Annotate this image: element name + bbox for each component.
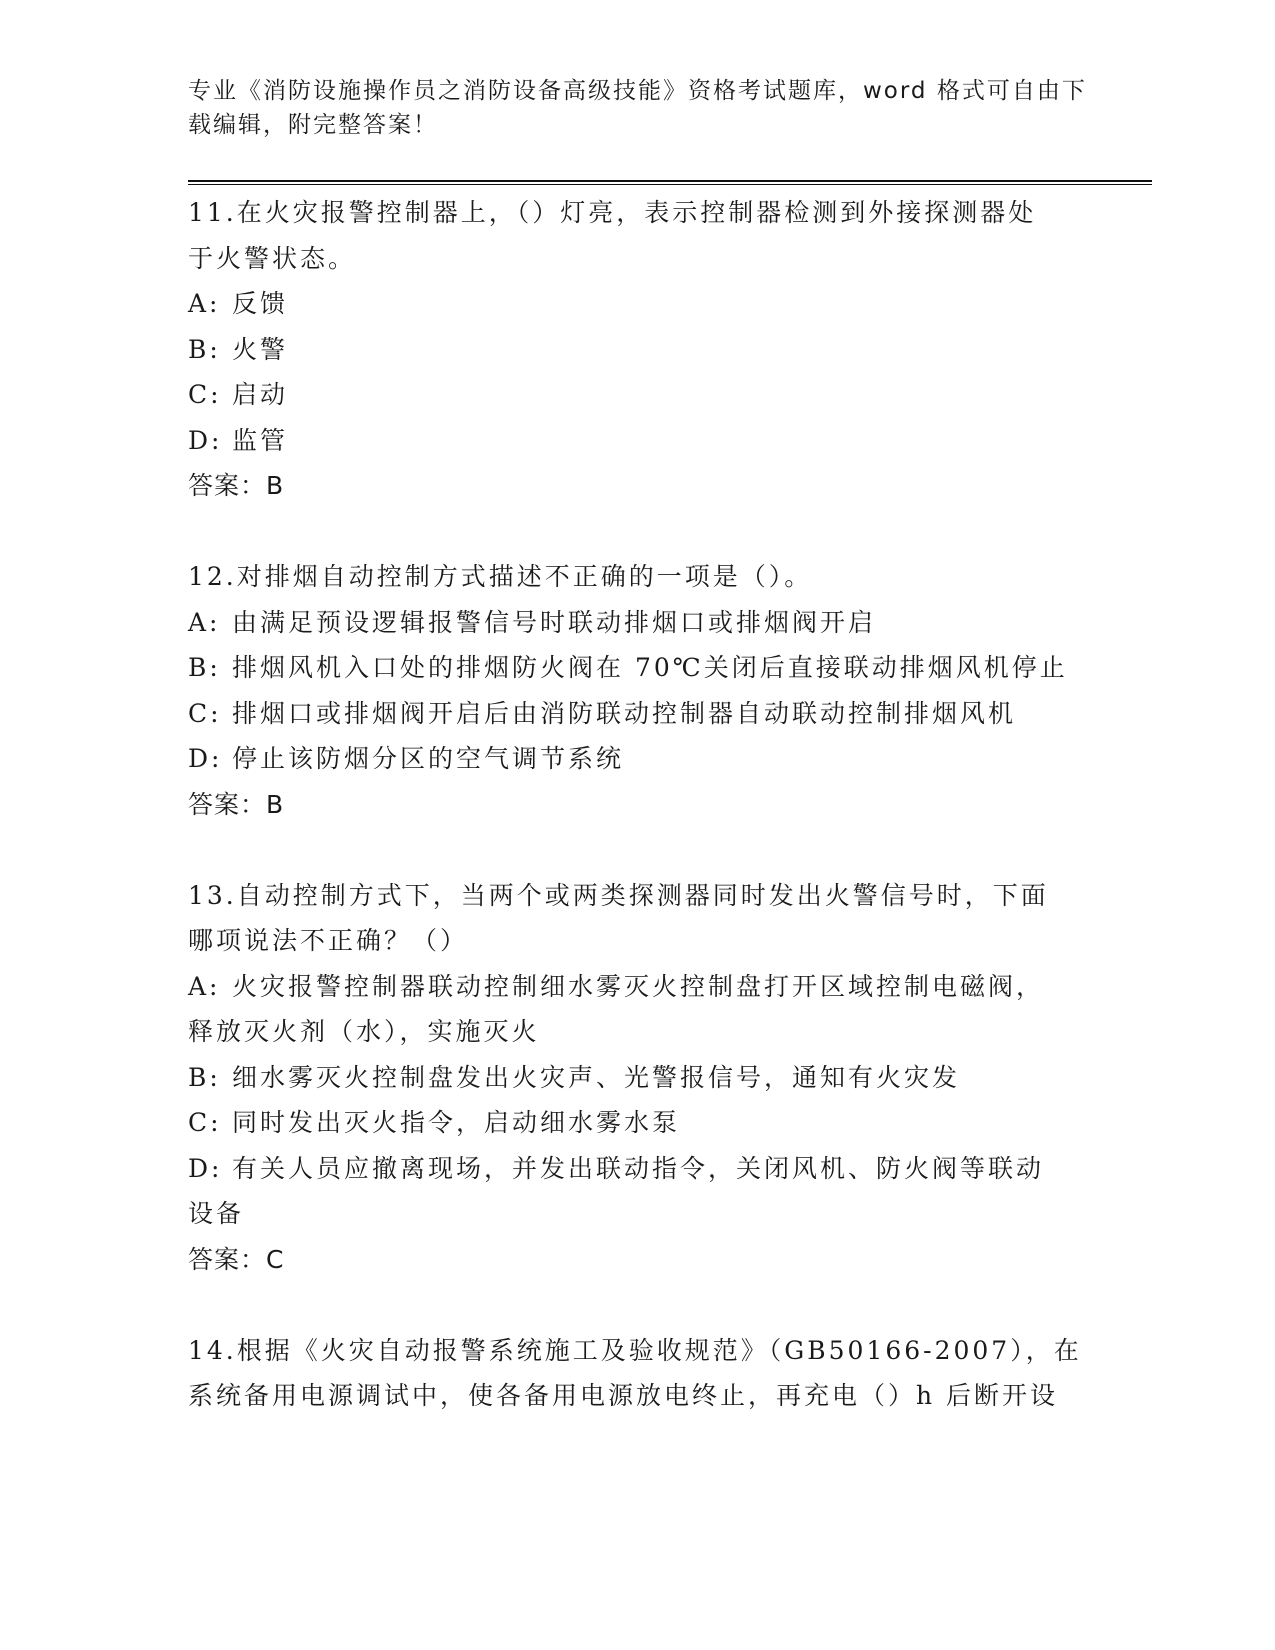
option-d-continuation: 设备 xyxy=(188,1199,245,1228)
option-text: 火灾报警控制器联动控制细水雾灭火控制盘打开区域控制电磁阀， xyxy=(232,971,1045,1001)
option-a-continuation: 释放灭火剂（水），实施灭火 xyxy=(188,1017,540,1046)
option-b xyxy=(188,645,1088,691)
document-header xyxy=(188,74,1087,142)
option-d xyxy=(188,1146,1088,1192)
question-stem-line: 系统备用电源调试中，使各备用电源放电终止，再充电（）h 后断开设 xyxy=(188,1381,1059,1410)
option-d xyxy=(188,418,1088,464)
option-c xyxy=(188,1100,1088,1146)
option-letter: A: xyxy=(188,607,221,637)
option-a xyxy=(188,964,1088,1010)
header-line-1: 专业《消防设施操作员之消防设备高级技能》资格考试题库，word 格式可自由下 xyxy=(188,78,1087,104)
option-text: 启动 xyxy=(232,380,289,409)
option-a xyxy=(188,281,1088,327)
option-text: 停止该防烟分区的空气调节系统 xyxy=(232,744,625,773)
option-d xyxy=(188,736,1088,782)
option-letter: A: xyxy=(188,289,221,318)
header-divider-thick xyxy=(188,180,1152,182)
question-stem-line: 哪项说法不正确？（） xyxy=(188,926,469,955)
question-list xyxy=(188,190,1088,1464)
question-stem-line: 于火警状态。 xyxy=(188,243,357,273)
option-letter: D: xyxy=(188,1153,223,1183)
option-text: 同时发出灭火指令，启动细水雾水泵 xyxy=(232,1108,681,1137)
option-text: 细水雾灭火控制盘发出火灾声、光警报信号，通知有火灾发 xyxy=(232,1062,961,1092)
question-12 xyxy=(188,554,1088,827)
option-b xyxy=(188,1055,1088,1101)
question-stem-line: 14.根据《火灾自动报警系统施工及验收规范》（GB50166-2007），在 xyxy=(188,1335,1082,1365)
option-text: 由满足预设逻辑报警信号时联动排烟口或排烟阀开启 xyxy=(232,607,877,637)
question-stem-line: 13.自动控制方式下，当两个或两类探测器同时发出火警信号时，下面 xyxy=(188,880,1049,910)
option-text: 火警 xyxy=(232,334,289,364)
option-letter: B: xyxy=(188,334,221,364)
option-letter: D: xyxy=(188,425,223,455)
option-letter: B: xyxy=(188,653,221,682)
option-text: 排烟风机入口处的排烟防火阀在 70℃关闭后直接联动排烟风机停止 xyxy=(232,653,1068,682)
answer: 答案：B xyxy=(188,789,285,819)
option-text: 监管 xyxy=(232,425,289,455)
header-divider-thin xyxy=(188,184,1152,185)
option-text: 有关人员应撤离现场，并发出联动指令，关闭风机、防火阀等联动 xyxy=(232,1153,1045,1183)
question-stem-line: 11.在火灾报警控制器上，（）灯亮，表示控制器检测到外接探测器处 xyxy=(188,198,1037,227)
option-letter: D: xyxy=(188,744,223,773)
option-letter: B: xyxy=(188,1062,221,1092)
option-c xyxy=(188,372,1088,418)
question-stem-line: 12.对排烟自动控制方式描述不正确的一项是（）。 xyxy=(188,562,813,591)
question-13 xyxy=(188,873,1088,1283)
answer: 答案：B xyxy=(188,471,285,500)
option-b xyxy=(188,327,1088,373)
option-letter: C: xyxy=(188,380,222,409)
answer: 答案：C xyxy=(188,1244,285,1274)
option-text: 反馈 xyxy=(232,289,289,318)
question-11 xyxy=(188,190,1088,509)
option-letter: C: xyxy=(188,698,222,728)
option-a xyxy=(188,600,1088,646)
option-c xyxy=(188,691,1088,737)
question-14 xyxy=(188,1328,1088,1419)
option-text: 排烟口或排烟阀开启后由消防联动控制器自动联动控制排烟风机 xyxy=(232,698,1017,728)
header-line-2: 载编辑，附完整答案！ xyxy=(188,112,438,138)
option-letter: C: xyxy=(188,1108,222,1137)
option-letter: A: xyxy=(188,971,221,1001)
